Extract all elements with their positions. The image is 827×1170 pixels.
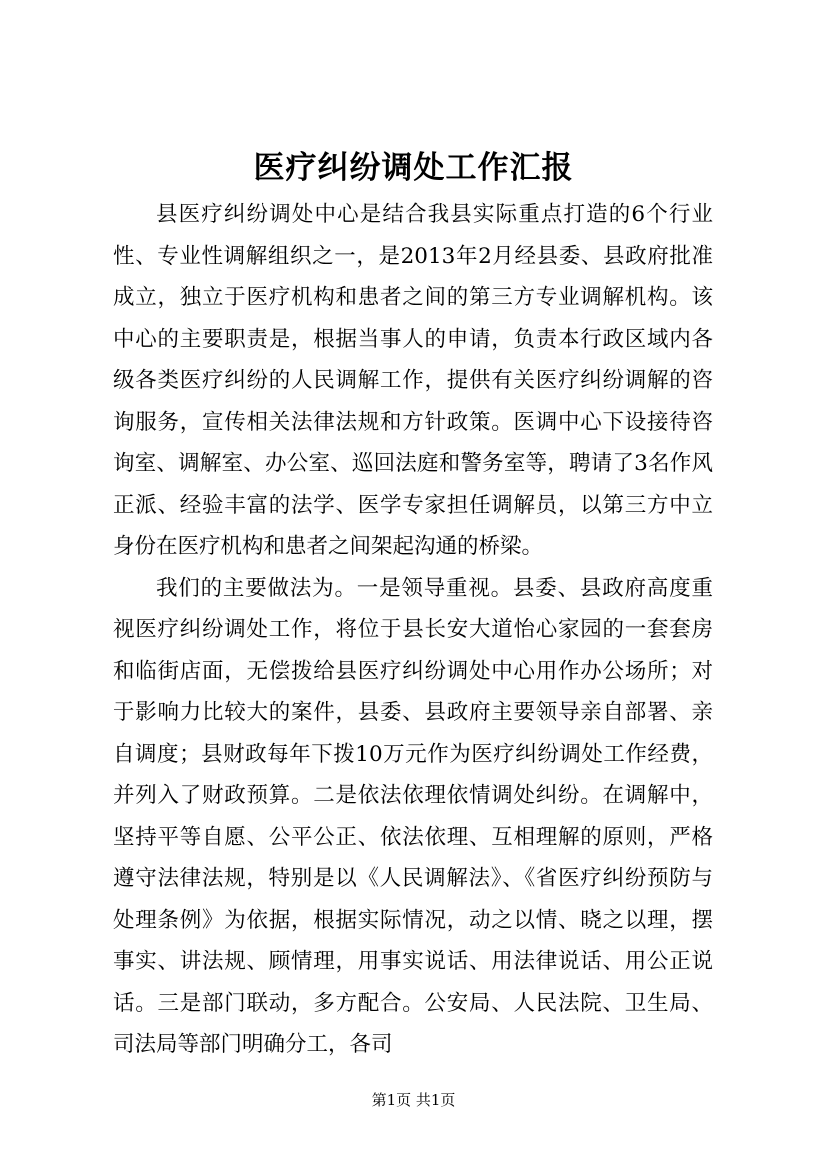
document-body — [113, 194, 713, 1066]
page-footer: 第1页 共1页 — [371, 1091, 456, 1109]
paragraph-2: 我们的主要做法为。一是领导重视。县委、县政府高度重视医疗纠纷调处工作，将位于县长安大道怡心家园的一套套房和临街店面，无偿拨给县医疗纠纷调处中心用作办公场所；对于影响力比较大的案件，县委、县政府主要领导亲自部署、亲自调度；县财政每年下拨10万元作为医疗纠纷调处工作经费，并列入了财政预算。二是依法依理依情调处纠纷。在调解中，坚持平等自愿、公平公正、依法依理、互相理解的原则，严格遵守法律法规，特别是以《人民调解法》、《省医疗纠纷预防与处理条例》为依据，根据实际情况，动之以情、晓之以理，摆事实、讲法规、顾情理，用事实说话、用法律说话、用公正说话。三是部门联动，多方配合。公安局、人民法院、卫生局、司法局等部门明确分工，各司 — [113, 575, 713, 1057]
paragraph-1: 县医疗纠纷调处中心是结合我县实际重点打造的6个行业性、专业性调解组织之一，是2013年2月经县委、县政府批准成立，独立于医疗机构和患者之间的第三方专业调解机构。该中心的主要职责是，根据当事人的申请，负责本行政区域内各级各类医疗纠纷的人民调解工作，提供有关医疗纠纷调解的咨询服务，宣传相关法律法规和方针政策。医调中心下设接待咨询室、调解室、办公室、巡回法庭和警务室等，聘请了3名作风正派、经验丰富的法学、医学专家担任调解员，以第三方中立身份在医疗机构和患者之间架起沟通的桥梁。 — [113, 202, 713, 559]
document-title: 医疗纠纷调处工作汇报 — [253, 150, 574, 186]
